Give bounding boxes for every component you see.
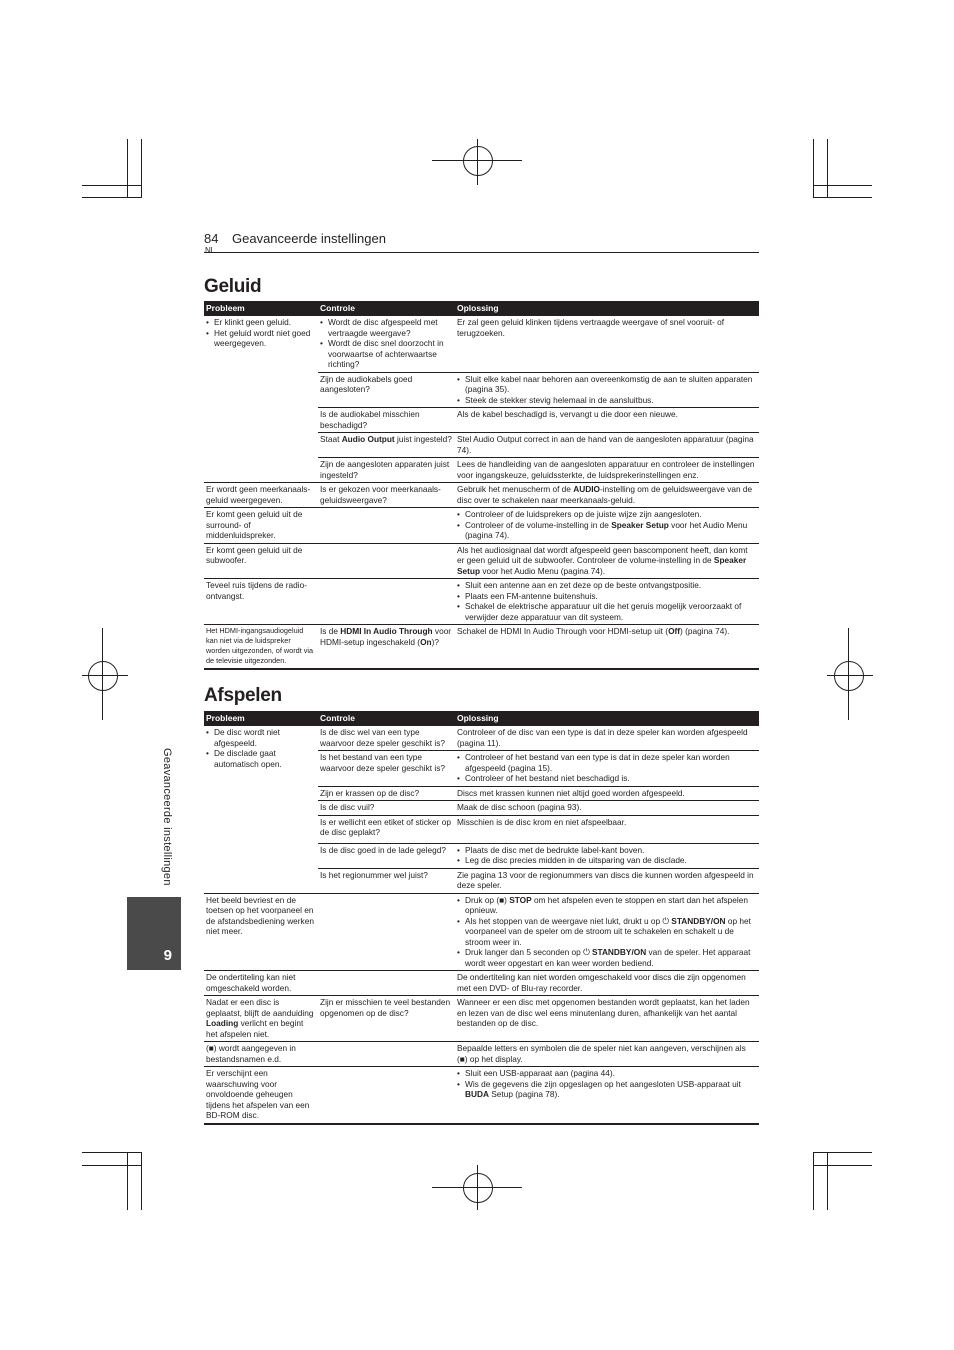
problem-text: (■) wordt aangegeven in bestandsnamen e.d.: [206, 1043, 296, 1064]
problem-text: De ondertiteling kan niet omgeschakeld worden.: [206, 972, 296, 993]
chapter-tab: [127, 897, 181, 970]
problem-text: • Het geluid wordt niet goed weergegeven.: [206, 328, 316, 349]
check-text: Is het regionummer wel juist?: [320, 869, 428, 880]
solution-text: • Sluit een antenne aan en zet deze op de beste ontvangstpositie.: [457, 580, 757, 591]
check-text: )?: [431, 636, 439, 647]
chapter-number: 9: [163, 947, 172, 964]
table-row: [204, 483, 759, 508]
check-text: Is er gekozen voor meerkanaals-geluidsweergave?: [320, 484, 441, 505]
table-row: [204, 508, 759, 544]
solution-text: voor het Audio Menu (pagina 74).: [465, 519, 748, 540]
problem-text: Het beeld bevriest en de toetsen op het voorpaneel en de afstandsbediening werken niet meer.: [206, 894, 314, 936]
table-row: [204, 543, 759, 579]
setting-name: BUDA: [465, 1089, 489, 1099]
table-row: [204, 1067, 759, 1124]
solution-text: Setup (pagina 78).: [488, 1089, 560, 1099]
solution-text: Er zal geen geluid klinken tijdens vertraagde weergave of snel vooruit- of terugzoeken.: [457, 317, 725, 338]
setting-value: Off: [668, 626, 681, 636]
column-header: Probleem: [204, 711, 318, 726]
solution-text: Druk langer dan 5 seconden op ⏻: [465, 947, 592, 957]
column-header: Oplossing: [455, 301, 759, 316]
setting-name: Speaker Setup: [611, 519, 669, 530]
check-text: Zijn er krassen op de disc?: [320, 787, 420, 798]
setting-name: Audio Output: [341, 434, 395, 444]
solution-text: Discs met krassen kunnen niet altijd goed worden afgespeeld.: [457, 787, 685, 798]
column-header: Controle: [318, 301, 455, 316]
check-text: Is de disc wel van een type waarvoor deze speler geschikt is?: [320, 727, 445, 748]
solution-text: • Controleer of het bestand niet beschadigd is.: [457, 773, 757, 784]
table-header-row: [204, 711, 759, 726]
button-name: STANDBY/ON: [591, 947, 647, 957]
table-row: [204, 996, 759, 1042]
solution-text: • Sluit elke kabel naar behoren aan overeenkomstig de aan te sluiten apparaten (pagina 35).: [457, 374, 757, 395]
problem-text: • De disc wordt niet afgespeeld.: [206, 727, 316, 748]
solution-text: Controleer of de disc van een type is dat in deze speler kan worden afgespeeld (pagina 11).: [457, 727, 748, 748]
solution-text: -instelling om de geluidsweergave van de disc over te schakelen naar meerkanaals-geluid.: [457, 484, 753, 505]
check-text: Is de audiokabel misschien beschadigd?: [320, 409, 420, 430]
problem-text: Er komt geen geluid uit de surround- of middenluidspreker.: [206, 509, 303, 540]
solution-text: Stel Audio Output correct in aan de hand van de aangesloten apparatuur (pagina 74).: [457, 434, 754, 455]
solution-text: ) (pagina 74).: [680, 626, 730, 636]
table-row: [204, 971, 759, 996]
setting-name: AUDIO: [573, 484, 600, 494]
solution-text: De ondertiteling kan niet worden omgeschakeld voor discs die zijn opgenomen met een DVD- of Blu-ray recorder.: [457, 972, 746, 993]
solution-text: Gebruik het menuscherm of de: [457, 484, 574, 494]
table-row: [204, 625, 759, 670]
check-text: Zijn de aangesloten apparaten juist ingesteld?: [320, 459, 450, 480]
solution-text: Lees de handleiding van de aangesloten apparatuur en controleer de instellingen voor ingangskeuze, geluidssterkte, de luidsprekerinstellingen enz.: [457, 459, 755, 480]
solution-text: Als de kabel beschadigd is, vervangt u die door een nieuwe.: [457, 409, 678, 419]
problem-text: Er wordt geen meerkanaals-geluid weergegeven.: [206, 484, 311, 505]
solution-text: Als het stoppen van de weergave niet lukt, drukt u op ⏻: [465, 915, 672, 926]
table-row: [204, 579, 759, 625]
check-text: Is de disc goed in de lade gelegd?: [320, 844, 446, 855]
solution-text: • Sluit een USB-apparaat aan (pagina 44).: [457, 1068, 757, 1079]
solution-text: • Plaats de disc met de bedrukte label-kant boven.: [457, 845, 757, 856]
problem-text: Er verschijnt een waarschuwing voor onvoldoende geheugen tijdens het afspelen van een BD-ROM disc.: [206, 1068, 310, 1120]
table-header-row: [204, 301, 759, 316]
problem-text: verlicht en begint het afspelen niet.: [206, 1018, 304, 1039]
problem-text: Teveel ruis tijdens de radio-ontvangst.: [206, 580, 307, 601]
check-text: juist ingesteld?: [394, 434, 452, 444]
table-row: [204, 1042, 759, 1067]
setting-name: HDMI In Audio Through: [340, 626, 433, 636]
table-row: [204, 316, 759, 372]
solution-text: • Leg de disc precies midden in de uitsparing van de disclade.: [457, 855, 757, 866]
check-text: Is de disc vuil?: [320, 802, 375, 812]
page-number: 84: [204, 231, 219, 246]
table-row: [204, 726, 759, 751]
solution-text: Bepaalde letters en symbolen die de speler niet kan aangeven, verschijnen als (■) op het display.: [457, 1043, 746, 1064]
solution-text: • Steek de stekker stevig helemaal in de aansluitbus.: [457, 395, 757, 406]
solution-text: voor het Audio Menu (pagina 74).: [480, 565, 606, 576]
solution-text: van de speler. Het apparaat wordt weer opgestart en kan weer worden bediend.: [465, 947, 751, 968]
solution-text: om het afspelen even te stoppen en start dan het afspelen opnieuw.: [465, 894, 748, 915]
setting-name: Speaker Setup: [457, 555, 747, 576]
solution-text: Wis de gegevens die zijn opgeslagen op het aangesloten USB-apparaat uit: [465, 1078, 741, 1089]
solution-text: • Controleer of het bestand van een type is dat in deze speler kan worden afgespeeld (pagina 15).: [457, 752, 757, 773]
solution-text: Zie pagina 13 voor de regionummers van discs die kunnen worden afgespeeld in deze speler.: [457, 869, 754, 890]
check-text: Is er wellicht een etiket of sticker op de disc geplakt?: [320, 816, 451, 837]
button-name: STOP: [509, 894, 532, 905]
check-text: Zijn de audiokabels goed aangesloten?: [320, 373, 413, 394]
check-text: • Wordt de disc afgespeeld met vertraagde weergave?: [320, 317, 453, 338]
button-name: STANDBY/ON: [671, 915, 726, 926]
solution-text: • Controleer of de luidsprekers op de juiste wijze zijn aangesloten.: [457, 509, 757, 520]
section-title-geluid: Geluid: [204, 276, 262, 297]
check-text: Is het bestand van een type waarvoor deze speler geschikt is?: [320, 752, 445, 773]
solution-text: Wanneer er een disc met opgenomen bestanden wordt geplaatst, kan het laden en lezen van de disc wel eens minutenlang duren, afhankelijk van het aantal bestanden op de disc.: [457, 997, 750, 1028]
solution-text: Schakel de HDMI In Audio Through voor HDMI-setup uit (: [457, 626, 669, 636]
problem-text: • Er klinkt geen geluid.: [206, 317, 316, 328]
solution-text: • Plaats een FM-antenne buitenshuis.: [457, 591, 757, 602]
setting-value: On: [420, 636, 432, 647]
solution-text: Druk op (■): [465, 894, 510, 905]
page-header: [204, 230, 759, 253]
header-title: Geavanceerde instellingen: [232, 231, 386, 246]
solution-text: Misschien is de disc krom en niet afspeelbaar.: [457, 816, 627, 827]
solution-text: • Schakel de elektrische apparatuur uit die het geruis mogelijk veroorzaakt of verwijder deze apparatuur van dit systeem.: [457, 601, 757, 622]
check-text: • Wordt de disc snel doorzocht in voorwaartse of achterwaartse richting?: [320, 338, 453, 370]
check-text: voor HDMI-setup ingeschakeld (: [320, 626, 452, 647]
problem-text: • De disclade gaat automatisch open.: [206, 748, 316, 769]
solution-text: Als het audiosignaal dat wordt afgespeeld geen bascomponent heeft, dan komt er geen geluid uit de subwoofer. Controleer de volume-instelling in de: [457, 544, 748, 565]
check-text: Staat: [320, 434, 342, 444]
column-header: Controle: [318, 711, 455, 726]
solution-text: Controleer of de volume-instelling in de: [465, 519, 612, 530]
problem-text: Nadat er een disc is geplaatst, blijft de aanduiding: [206, 997, 314, 1018]
problem-text: Het HDMI-ingangsaudiogeluid kan niet via de luidspreker worden uitgezonden, of wordt via de televisie uitgezonden.: [206, 626, 314, 665]
solution-text: op het voorpaneel van de speler om de stroom uit te schakelen en schakelt u de stroom weer in.: [465, 915, 751, 947]
solution-text: Maak de disc schoon (pagina 93).: [457, 802, 582, 812]
section-title-afspelen: Afspelen: [204, 685, 282, 706]
chapter-side-label: Geavanceerde instellingen: [161, 748, 173, 886]
troubleshooting-table-geluid: [204, 301, 759, 670]
display-indicator: Loading: [206, 1018, 239, 1028]
problem-text: Er komt geen geluid uit de subwoofer.: [206, 544, 303, 565]
column-header: Oplossing: [455, 711, 759, 726]
check-text: Zijn er misschien te veel bestanden opgenomen op de disc?: [320, 997, 451, 1018]
troubleshooting-table-afspelen: [204, 711, 759, 1125]
language-code: Nl: [205, 246, 213, 255]
table-row: [204, 893, 759, 971]
check-text: Is de: [320, 626, 341, 636]
column-header: Probleem: [204, 301, 318, 316]
